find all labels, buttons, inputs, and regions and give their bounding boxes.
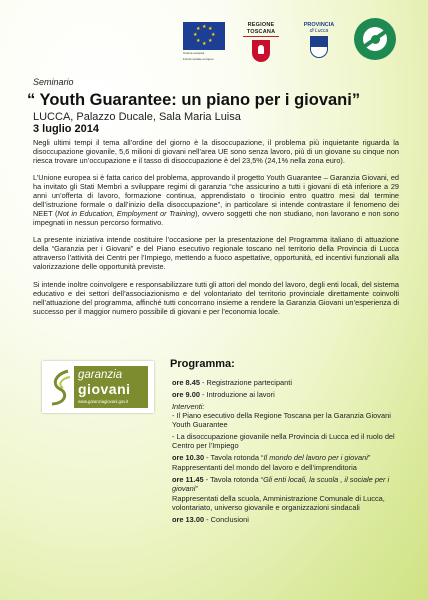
item-text: ” — [195, 484, 198, 493]
provincia-label: PROVINCIA — [303, 22, 335, 28]
time-label: ore 9.00 — [172, 390, 200, 399]
item-topic: Il mondo del lavoro per i giovani — [263, 453, 368, 462]
programma-item: - La disoccupazione giovanile nella Provincia di Lucca ed il ruolo del Centro per l’Impiego — [172, 432, 395, 450]
venue: LUCCA, Palazzo Ducale, Sala Maria Luisa — [33, 111, 241, 123]
paragraph-eu — [33, 174, 399, 227]
programma-item-detail: Rappresentati della scuola, Amministrazione Comunale di Lucca, volontariato, universo giovanile e organizzazioni sindacali — [172, 494, 385, 512]
paragraph-eu-part2: ), ovvero soggetti che non studiano, non lavorano e non sono impegnati in nessun percorso formativo. — [33, 208, 399, 227]
paragraph-eu-part1: L’Unione europea si è fatta carico del problema, approvando il progetto Youth Guarantee – Garanzia Giovani, ed ha invitato gli Stati Membri a sviluppare regimi di garanzia “che assicurino a tutti i giovani di età inferiore a 29 anni un’offerta di lavoro, formazione continua, apprendistato o tirocinio entro quattro mesi dal termine dell’istruzione formale o dall’inizio della disoccupazione”, in particolare si intende contrastare il fenomeno dei NEET ( — [33, 173, 399, 218]
regione-toscana-logo — [243, 22, 279, 62]
pegasus-shield-icon — [252, 40, 270, 62]
gg-logo-url: www.garanziagiovani.gov.it — [78, 399, 129, 404]
lucca-shield-icon — [310, 36, 328, 58]
eu-caption-2: Fondo sociale europeo — [183, 56, 214, 61]
swirl-icon — [48, 367, 72, 407]
lucca-label: di Lucca — [309, 28, 329, 34]
programma-item-detail: Rappresentanti del mondo del lavoro e dell’imprenditoria — [172, 463, 357, 472]
seminar-label: Seminario — [33, 77, 74, 87]
round-eye-logo-icon — [354, 18, 396, 60]
programma-item: - Il Piano esecutivo della Regione Toscana per la Garanzia Giovani Youth Guarantee — [172, 411, 391, 429]
item-text: - Tavola rotonda “ — [204, 453, 264, 462]
event-date: 3 luglio 2014 — [33, 123, 100, 135]
programma-list — [172, 378, 400, 527]
item-text: - Conclusioni — [204, 515, 249, 524]
garanzia-giovani-logo — [42, 361, 154, 413]
item-topic: Gli enti locali, la scuola , il sociale per i giovani — [172, 475, 390, 493]
time-label: ore 11.45 — [172, 475, 204, 484]
programma-item — [172, 390, 400, 399]
neet-definition: Not in Education, Employment or Training — [57, 208, 196, 218]
paragraph-initiative: La presente iniziativa intende costituire l’occasione per la presentazione del Programma italiano di attuazione della “Garanzia per i Giovani” e del Piano esecutivo regionale toscano nel territorio della Provincia di Lucca attraverso l’attività dei Centri per l’Impiego, mettendo a fuoco aspettative, opportunità, ed incentivi funzionali alla valorizzazione delle opportunità previste. — [33, 235, 399, 271]
eu-caption-1: Unione europea — [183, 51, 205, 55]
programma-title: Programma: — [170, 358, 235, 370]
page-title: “ Youth Guarantee: un piano per i giovani” — [27, 91, 361, 109]
interventi-label: Interventi: — [172, 402, 205, 411]
gg-logo-line2: giovani — [78, 381, 131, 397]
programma-item — [172, 475, 400, 493]
eu-flag-icon: ★ ★ ★ ★ ★ ★ ★ ★ — [183, 22, 225, 50]
item-text: - Introduzione ai lavori — [199, 390, 275, 399]
item-text: ” — [367, 453, 371, 462]
regione-toscana-label: REGIONE TOSCANA — [243, 22, 279, 37]
paragraph-involvement: Si intende inoltre coinvolgere e responsabilizzare tutti gli attori del mondo del lavoro, degli enti locali, del sistema educativo e dei settori dell’associazionismo e del volontariato del territorio provinciale direttamente coinvolti nell’attuazione del programma, affinché tutti concorrano insieme a rendere la Garanzia Giovani un’esperienza di successo per il maggior numero possibile di giovani e per l’economia locale. — [33, 280, 399, 316]
programma-item — [172, 515, 400, 524]
paragraph-intro: Negli ultimi tempi il tema all’ordine del giorno è la disoccupazione, il problema più inquietante riguarda la disoccupazione giovanile, 5,6 milioni di giovani nell’area UE sono senza lavoro, più di un giovane su cinque non riesca trovare un’occupazione e il tasso di disoccupazione è del 23,5% (24,1% nella zona euro). — [33, 138, 399, 165]
gg-logo-line1: garanzia — [78, 369, 123, 381]
time-label: ore 13.00 — [172, 515, 205, 524]
programma-item — [172, 453, 400, 462]
eu-logo — [183, 22, 225, 61]
programma-item — [172, 378, 400, 387]
time-label: ore 8.45 — [172, 378, 200, 387]
item-text: - Tavola rotonda “ — [203, 475, 264, 484]
item-text: - Registrazione partecipanti — [199, 378, 292, 387]
time-label: ore 10.30 — [172, 453, 205, 462]
provincia-lucca-logo — [296, 22, 342, 58]
